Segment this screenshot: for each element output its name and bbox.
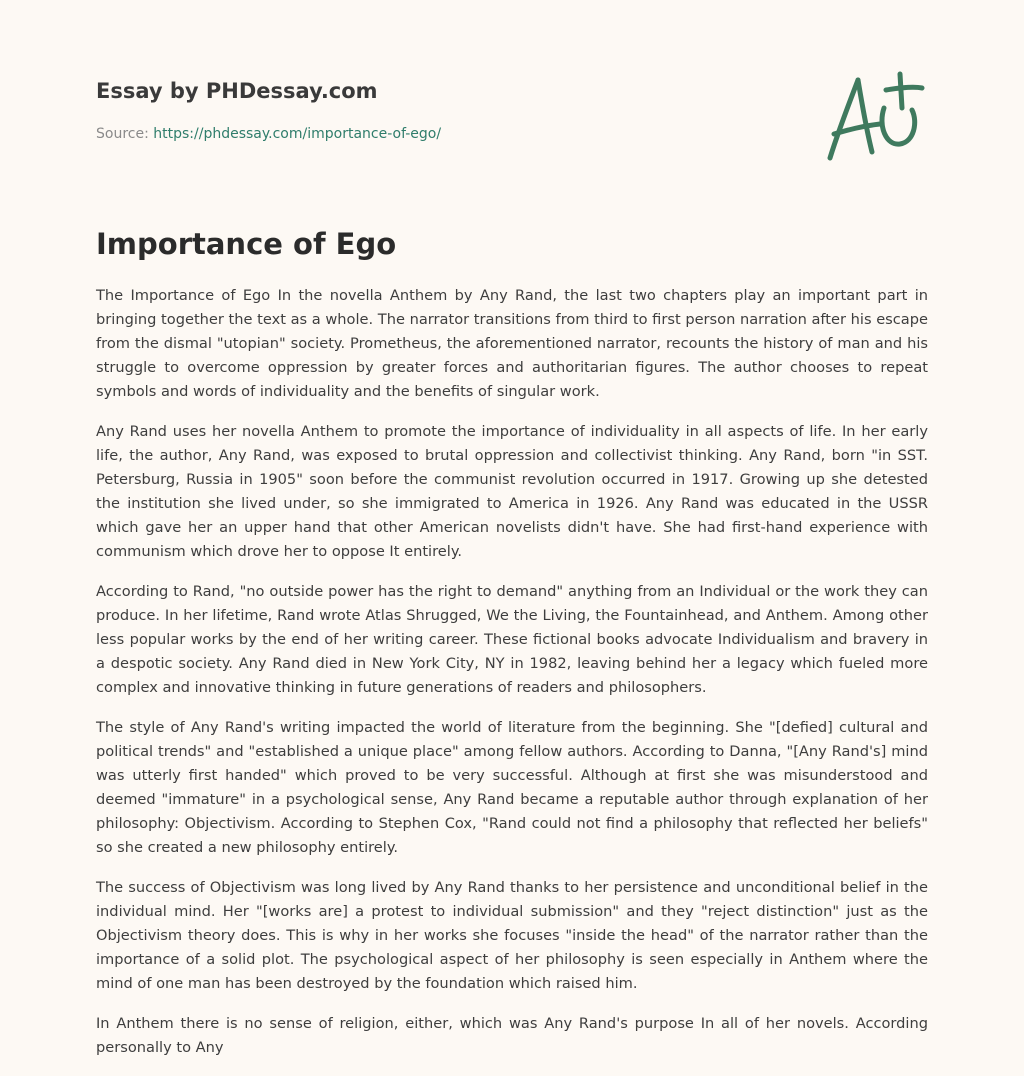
essay-title: Importance of Ego (96, 227, 397, 261)
source-link[interactable]: https://phdessay.com/importance-of-ego/ (153, 126, 442, 142)
site-title: Essay by PHDessay.com (96, 79, 378, 103)
essay-paragraph: The Importance of Ego In the novella Anthem by Any Rand, the last two chapters play an important part in bringing together the text as a whole. The narrator transitions from third to first person narration after his escape from the dismal "utopian" society. Prometheus, the aforementioned narrator, recounts the history of man and his struggle to overcome oppression by greater forces and authoritarian figures. The author chooses to repeat symbols and words of individuality and the benefits of singular work. (96, 287, 928, 400)
source-label: Source: (96, 126, 149, 142)
a-plus-logo-icon (822, 68, 930, 168)
essay-body (96, 284, 928, 1076)
source-line (96, 124, 696, 144)
site-header (96, 78, 696, 144)
essay-paragraph: Any Rand uses her novella Anthem to promote the importance of individuality in all aspects of life. In her early life, the author, Any Rand, was exposed to brutal oppression and collectivist thinking. Any Rand, born "in SST. Petersburg, Russia in 1905" soon before the communist revolution occurred in 1917. Growing up she detested the institution she lived under, so she immigrated to America in 1926. Any Rand was educated in the USSR which gave her an upper hand that other American novelists didn't have. She had first-hand experience with communism which drove her to oppose It entirely. (96, 423, 928, 560)
essay-paragraph: The success of Objectivism was long lived by Any Rand thanks to her persistence and unconditional belief in the individual mind. Her "[works are] a protest to individual submission" and they "reject distinction" just as the Objectivism theory does. This is why in her works she focuses "inside the head" of the narrator rather than the importance of a solid plot. The psychological aspect of her philosophy is seen especially in Anthem where the mind of one man has been destroyed by the foundation which raised him. (96, 879, 928, 992)
essay-paragraph: In Anthem there is no sense of religion, either, which was Any Rand's purpose In all of her novels. According personally to Any (96, 1015, 928, 1056)
essay-paragraph: According to Rand, "no outside power has the right to demand" anything from an Individual or the work they can produce. In her lifetime, Rand wrote Atlas Shrugged, We the Living, the Fountainhead, and Anthem. Among other less popular works by the end of her writing career. These fictional books advocate Individualism and bravery in a despotic society. Any Rand died in New York City, NY in 1982, leaving behind her a legacy which fueled more complex and innovative thinking in future generations of readers and philosophers. (96, 583, 928, 696)
essay-paragraph: The style of Any Rand's writing impacted the world of literature from the beginning. She "[defied] cultural and political trends" and "established a unique place" among fellow authors. According to Danna, "[Any Rand's] mind was utterly first handed" which proved to be very successful. Although at first she was misunderstood and deemed "immature" in a psychological sense, Any Rand became a reputable author through explanation of her philosophy: Objectivism. According to Stephen Cox, "Rand could not find a philosophy that reflected her beliefs" so she created a new philosophy entirely. (96, 719, 928, 856)
